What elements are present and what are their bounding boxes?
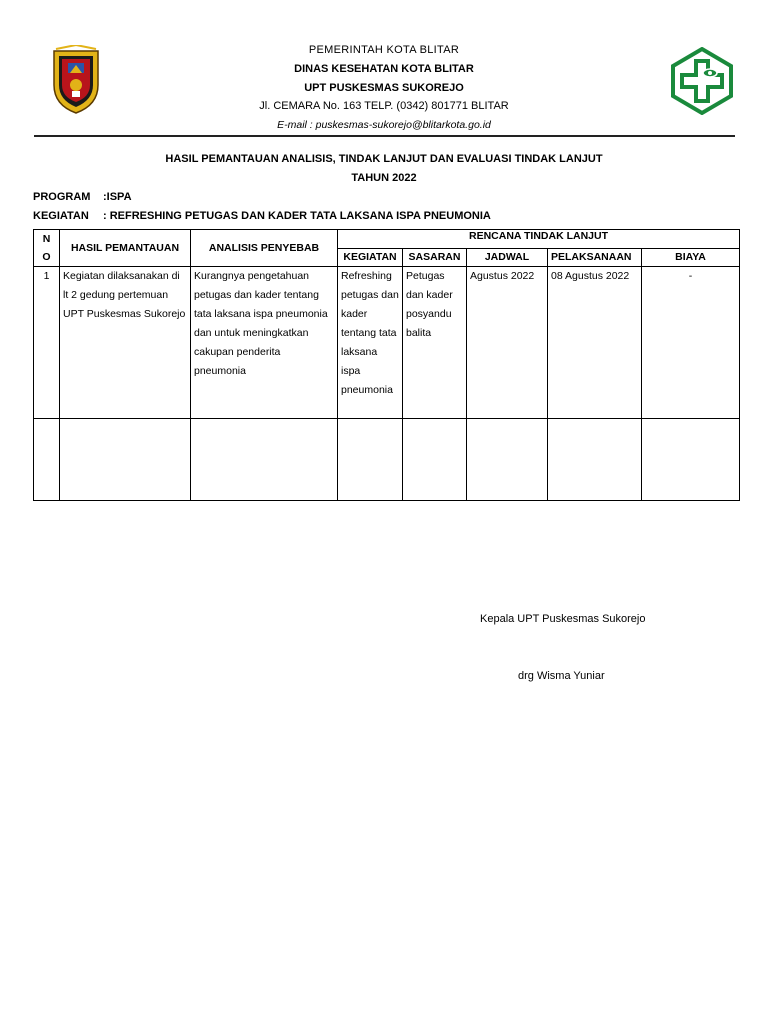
empty-cell: [191, 419, 338, 501]
program-line: [33, 191, 132, 203]
col-sasaran-header: SASARAN: [403, 248, 467, 267]
header-department: DINAS KESEHATAN KOTA BLITAR: [294, 63, 474, 75]
empty-cell: [548, 419, 642, 501]
cell-kegiatan: Refreshing petugas dan kader tentang tata laksana ispa pneumonia: [338, 267, 403, 419]
col-no-header: [34, 230, 60, 267]
document-title: HASIL PEMANTAUAN ANALISIS, TINDAK LANJUT DAN EVALUASI TINDAK LANJUT: [165, 153, 603, 165]
table-row: [34, 267, 740, 419]
cell-sasaran: Petugas dan kader posyandu balita: [403, 267, 467, 419]
cell-pelaksanaan: 08 Agustus 2022: [548, 267, 642, 419]
signature-title: Kepala UPT Puskesmas Sukorejo: [480, 613, 646, 625]
kegiatan-label: KEGIATAN: [33, 210, 89, 222]
col-biaya-header: BIAYA: [642, 248, 740, 267]
header-divider: [34, 135, 735, 137]
program-value: :ISPA: [103, 191, 132, 203]
kegiatan-value: : REFRESHING PETUGAS DAN KADER TATA LAKSANA ISPA PNEUMONIA: [103, 210, 491, 222]
col-jadwal-header: JADWAL: [467, 248, 548, 267]
header-government: PEMERINTAH KOTA BLITAR: [308, 44, 460, 56]
cell-biaya: -: [642, 267, 740, 419]
table-header-row-1: [34, 230, 740, 249]
empty-cell: [403, 419, 467, 501]
empty-cell: [34, 419, 60, 501]
kegiatan-line: [33, 210, 491, 222]
empty-cell: [642, 419, 740, 501]
signature-name: drg Wisma Yuniar: [518, 670, 605, 682]
cell-jadwal: Agustus 2022: [467, 267, 548, 419]
col-rencana-header: RENCANA TINDAK LANJUT: [338, 230, 740, 249]
table-row-empty: [34, 419, 740, 501]
col-kegiatan-header: KEGIATAN: [338, 248, 403, 267]
program-label: PROGRAM: [33, 191, 91, 203]
cell-hasil: Kegiatan dilaksanakan di lt 2 gedung pertemuan UPT Puskesmas Sukorejo: [60, 267, 191, 419]
empty-cell: [60, 419, 191, 501]
col-analisis-header: ANALISIS PENYEBAB: [191, 230, 338, 267]
header-address: Jl. CEMARA No. 163 TELP. (0342) 801771 BLITAR: [259, 100, 509, 112]
col-no-header-o: O: [42, 251, 51, 263]
col-hasil-header: HASIL PEMANTAUAN: [60, 230, 191, 267]
empty-cell: [338, 419, 403, 501]
evaluation-table: [33, 229, 740, 501]
col-pelaksanaan-header: PELAKSANAAN: [548, 248, 642, 267]
header-email: E-mail : puskesmas-sukorejo@blitarkota.go.id: [277, 119, 491, 131]
empty-cell: [467, 419, 548, 501]
cell-analisis: Kurangnya pengetahuan petugas dan kader tentang tata laksana ispa pneumonia dan untuk meningkatkan cakupan penderita pneumonia: [191, 267, 338, 419]
header-unit: UPT PUSKESMAS SUKOREJO: [304, 82, 464, 94]
col-no-header-n: N: [42, 233, 51, 245]
cell-no: 1: [34, 267, 60, 419]
document-year: TAHUN 2022: [351, 172, 417, 184]
